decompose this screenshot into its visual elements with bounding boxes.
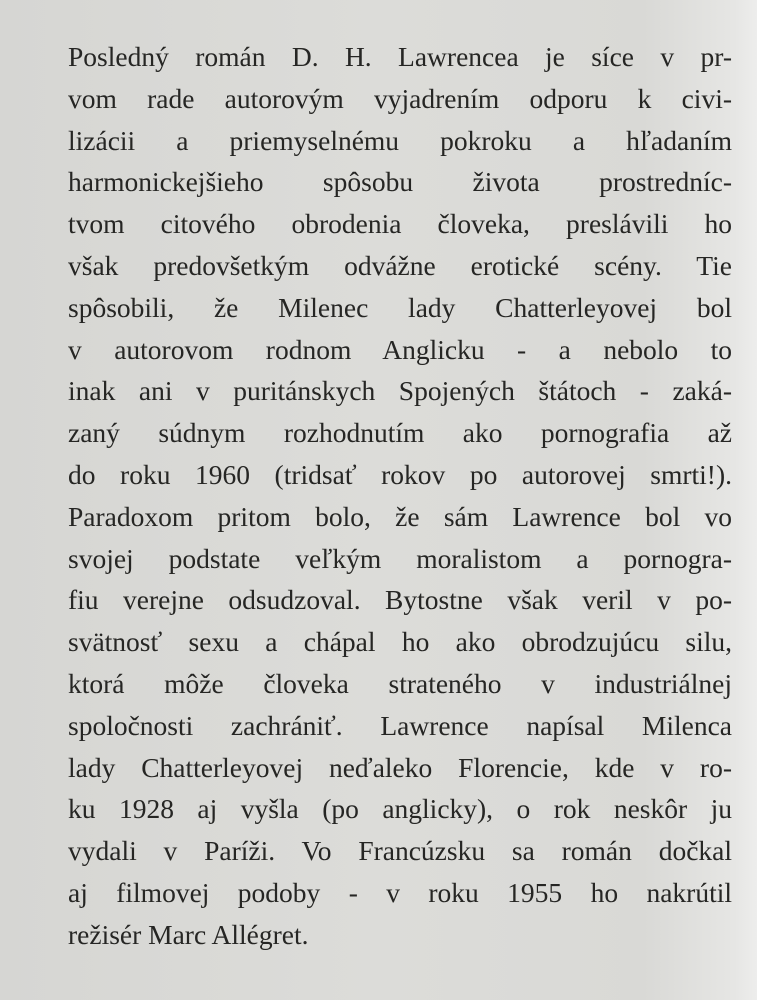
text-line: spôsobili, že Milenec lady Chatterleyovej bol — [68, 291, 732, 323]
text-line: aj filmovej podoby - v roku 1955 ho nakrútil — [68, 876, 732, 908]
text-line: tvom citového obrodenia človeka, preslávili ho — [68, 208, 732, 240]
text-line: ku 1928 aj vyšla (po anglicky), o rok neskôr ju — [68, 793, 732, 825]
text-line: fiu verejne odsudzoval. Bytostne však veril v po- — [68, 584, 732, 616]
text-line: svätnosť sexu a chápal ho ako obrodzujúcu silu, — [68, 626, 732, 658]
text-line: ktorá môže človeka strateného v industriálnej — [68, 667, 732, 699]
text-line: lizácii a priemyselnému pokroku a hľadaním — [68, 124, 732, 156]
text-line: však predovšetkým odvážne erotické scény. Tie — [68, 249, 732, 281]
text-line: svojej podstate veľkým moralistom a pornogra- — [68, 542, 732, 574]
text-line: vydali v Paríži. Vo Francúzsku sa román dočkal — [68, 835, 732, 867]
text-line: vom rade autorovým vyjadrením odporu k civi- — [68, 82, 732, 114]
text-line: Paradoxom pritom bolo, že sám Lawrence bol vo — [68, 500, 732, 532]
text-line-last: režisér Marc Allégret. — [68, 918, 309, 950]
text-line: Posledný román D. H. Lawrencea je síce v pr- — [68, 41, 732, 72]
text-line: do roku 1960 (tridsať rokov po autorovej smrti!). — [68, 458, 732, 490]
text-line: inak ani v puritánskych Spojených štátoch - zaká- — [68, 375, 732, 407]
text-line: zaný súdnym rozhodnutím ako pornografia až — [68, 417, 732, 449]
text-line: spoločnosti zachrániť. Lawrence napísal Milenca — [68, 709, 732, 741]
book-paragraph — [68, 36, 732, 956]
text-line: lady Chatterleyovej neďaleko Florencie, kde v ro- — [68, 751, 732, 783]
text-line: v autorovom rodnom Anglicku - a nebolo to — [68, 333, 732, 365]
text-line: harmonickejšieho spôsobu života prostredníc- — [68, 166, 732, 198]
